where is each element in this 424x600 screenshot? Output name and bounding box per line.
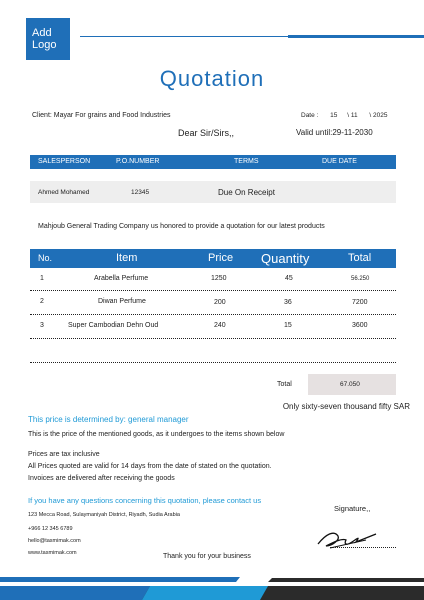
validity-note: All Prices quoted are valid for 14 days from the date of stated on the quotation. [28,463,272,470]
col-po-number: P.O.NUMBER [116,158,160,165]
signature-label: Signature,, [334,504,371,513]
client-name: Client: Mayar For grains and Food Industries [32,112,171,119]
thank-you: Thank you for your business [163,553,251,560]
valid-until: Valid until:29-11-2030 [296,128,373,137]
contact-phone: +966 12 345 6789 [28,526,73,532]
delivery-note: Invoices are delivered after receiving the goods [28,475,175,482]
table-row [30,268,396,292]
tax-note: Prices are tax inclusive [28,451,100,458]
col-quantity: Quantity [261,251,310,266]
row-divider [30,362,396,363]
row-total: 56.250 [351,276,370,282]
col-price: Price [208,252,234,264]
company-logo [26,18,70,60]
intro-text: Mahjoub General Trading Company us honored to provide a quotation for our latest products [38,223,325,230]
col-total: Total [348,252,372,264]
row-price: 1250 [211,275,227,282]
col-salesperson: SALESPERSON [38,158,91,165]
row-qty: 15 [284,322,292,329]
date-field [301,112,387,119]
logo-line2: Logo [32,39,57,51]
contact-email: hello@tasmimak.com [28,538,81,544]
info-row [30,181,396,203]
row-total: 7200 [352,299,368,306]
contact-web: www.tasmimak.com [28,550,77,556]
header-rule-thick [288,35,424,38]
info-po: 12345 [131,189,150,196]
date-label: Date : [301,112,319,119]
price-note: This is the price of the mentioned goods, as it undergoes to the items shown below [28,431,285,438]
determined-by: This price is determined by: general manager [28,415,189,424]
row-no: 3 [40,322,44,329]
row-total: 3600 [352,322,368,329]
row-price: 200 [214,299,226,306]
table-row [30,316,396,340]
logo-line1: Add [32,27,52,39]
row-divider [30,290,396,291]
row-divider [30,314,396,315]
col-terms: TERMS [234,158,259,165]
footer-decoration [0,574,424,600]
greeting: Dear Sir/Sirs,, [178,128,235,138]
date-month: \ 11 [347,112,358,119]
signature-line [330,547,396,548]
date-day: 15 [330,112,338,119]
page-title: Quotation [159,66,265,91]
row-price: 240 [214,322,226,329]
row-no: 1 [40,275,44,282]
items-header-bar [30,249,396,268]
info-header-bar [30,155,396,169]
total-box [308,374,396,395]
row-divider [30,338,396,339]
contact-address: 123 Mecca Road, Sulaymaniyah District, Riyadh, Sudia Arabia [28,512,180,518]
row-qty: 36 [284,299,292,306]
signature-icon [316,526,380,552]
col-no: No. [38,253,53,263]
date-year: \ 2025 [369,112,388,119]
col-due-date: DUE DATE [322,158,357,165]
header-rule-thin [80,36,288,37]
total-in-words: Only sixty-seven thousand fifty SAR [282,402,410,411]
row-qty: 45 [285,275,293,282]
table-row [30,292,396,316]
col-item: Item [116,252,138,264]
total-label: Total [277,381,292,388]
contact-prompt: If you have any questions concerning this quotation, please contact us [28,496,262,505]
info-terms: Due On Receipt [218,188,275,197]
row-item: Arabella Perfume [94,275,149,282]
total-value: 67.050 [340,381,360,388]
row-item: Diwan Perfume [98,298,146,305]
info-salesperson: Ahmed Mohamed [38,189,90,196]
row-item: Super Cambodian Dehn Oud [68,322,159,329]
row-no: 2 [40,298,44,305]
